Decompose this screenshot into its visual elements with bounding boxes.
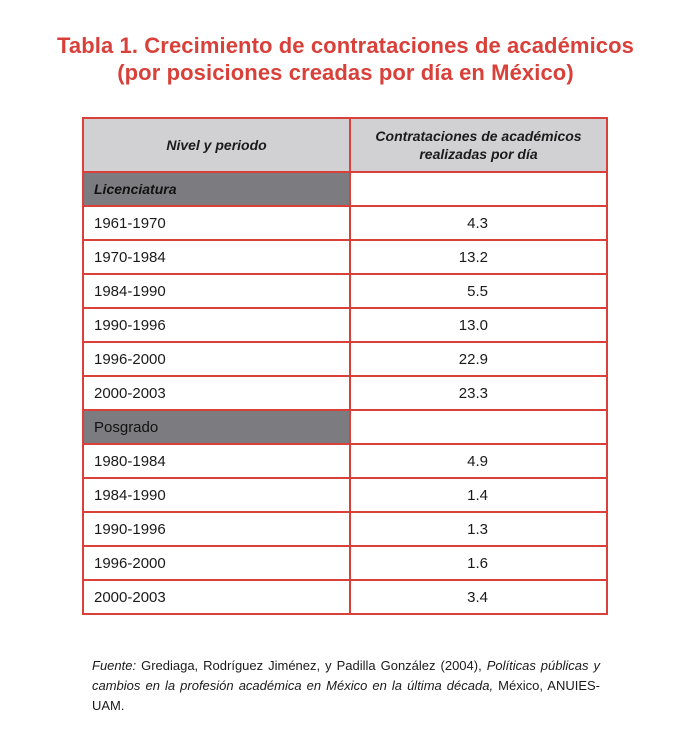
period-cell: 1984-1990 xyxy=(83,478,350,512)
section-label-posgrado: Posgrado xyxy=(83,410,350,444)
header-hirings-per-day xyxy=(350,118,607,172)
section-blank-cell xyxy=(350,410,607,444)
source-authors: Grediaga, Rodríguez Jiménez, y Padilla González (2004), xyxy=(136,658,487,673)
period-cell: 1970-1984 xyxy=(83,240,350,274)
period-cell: 1990-1996 xyxy=(83,308,350,342)
table-row xyxy=(83,274,607,308)
period-cell: 1990-1996 xyxy=(83,512,350,546)
value-cell: 13.2 xyxy=(350,240,607,274)
table-row xyxy=(83,376,607,410)
table-row xyxy=(83,342,607,376)
value-cell: 1.3 xyxy=(350,512,607,546)
table-row xyxy=(83,512,607,546)
value-cell: 1.6 xyxy=(350,546,607,580)
source-note xyxy=(92,656,600,716)
value-cell: 3.4 xyxy=(350,580,607,614)
hiring-growth-table xyxy=(82,117,608,615)
source-label: Fuente: xyxy=(92,658,137,673)
header-level-period: Nivel y periodo xyxy=(83,118,350,172)
period-cell: 1996-2000 xyxy=(83,546,350,580)
period-cell: 2000-2003 xyxy=(83,376,350,410)
value-cell: 13.0 xyxy=(350,308,607,342)
value-cell: 1.4 xyxy=(350,478,607,512)
header-hirings-line2: realizadas por día xyxy=(419,146,538,162)
table-row xyxy=(83,546,607,580)
table-title-line2: (por posiciones creadas por día en México) xyxy=(117,60,574,85)
period-cell: 1980-1984 xyxy=(83,444,350,478)
table-row xyxy=(83,580,607,614)
value-cell: 23.3 xyxy=(350,376,607,410)
table-row xyxy=(83,444,607,478)
header-hirings-line1: Contrataciones de académicos xyxy=(375,128,582,144)
table-row xyxy=(83,240,607,274)
table-header-row xyxy=(83,118,607,172)
table-row xyxy=(83,308,607,342)
value-cell: 4.3 xyxy=(350,206,607,240)
value-cell: 4.9 xyxy=(350,444,607,478)
source-work-title: Políticas públicas y cambios en la profesión académica en México en la última década, xyxy=(92,658,600,693)
table-title xyxy=(0,32,691,86)
period-cell: 1996-2000 xyxy=(83,342,350,376)
period-cell: 2000-2003 xyxy=(83,580,350,614)
period-cell: 1961-1970 xyxy=(83,206,350,240)
section-row-licenciatura xyxy=(83,172,607,206)
table-title-line1: Tabla 1. Crecimiento de contrataciones de académicos xyxy=(57,33,634,58)
table-row xyxy=(83,206,607,240)
section-row-posgrado xyxy=(83,410,607,444)
section-blank-cell xyxy=(350,172,607,206)
source-publisher: México, ANUIES-UAM. xyxy=(92,678,600,713)
value-cell: 22.9 xyxy=(350,342,607,376)
period-cell: 1984-1990 xyxy=(83,274,350,308)
section-label-licenciatura: Licenciatura xyxy=(83,172,350,206)
table-row xyxy=(83,478,607,512)
value-cell: 5.5 xyxy=(350,274,607,308)
